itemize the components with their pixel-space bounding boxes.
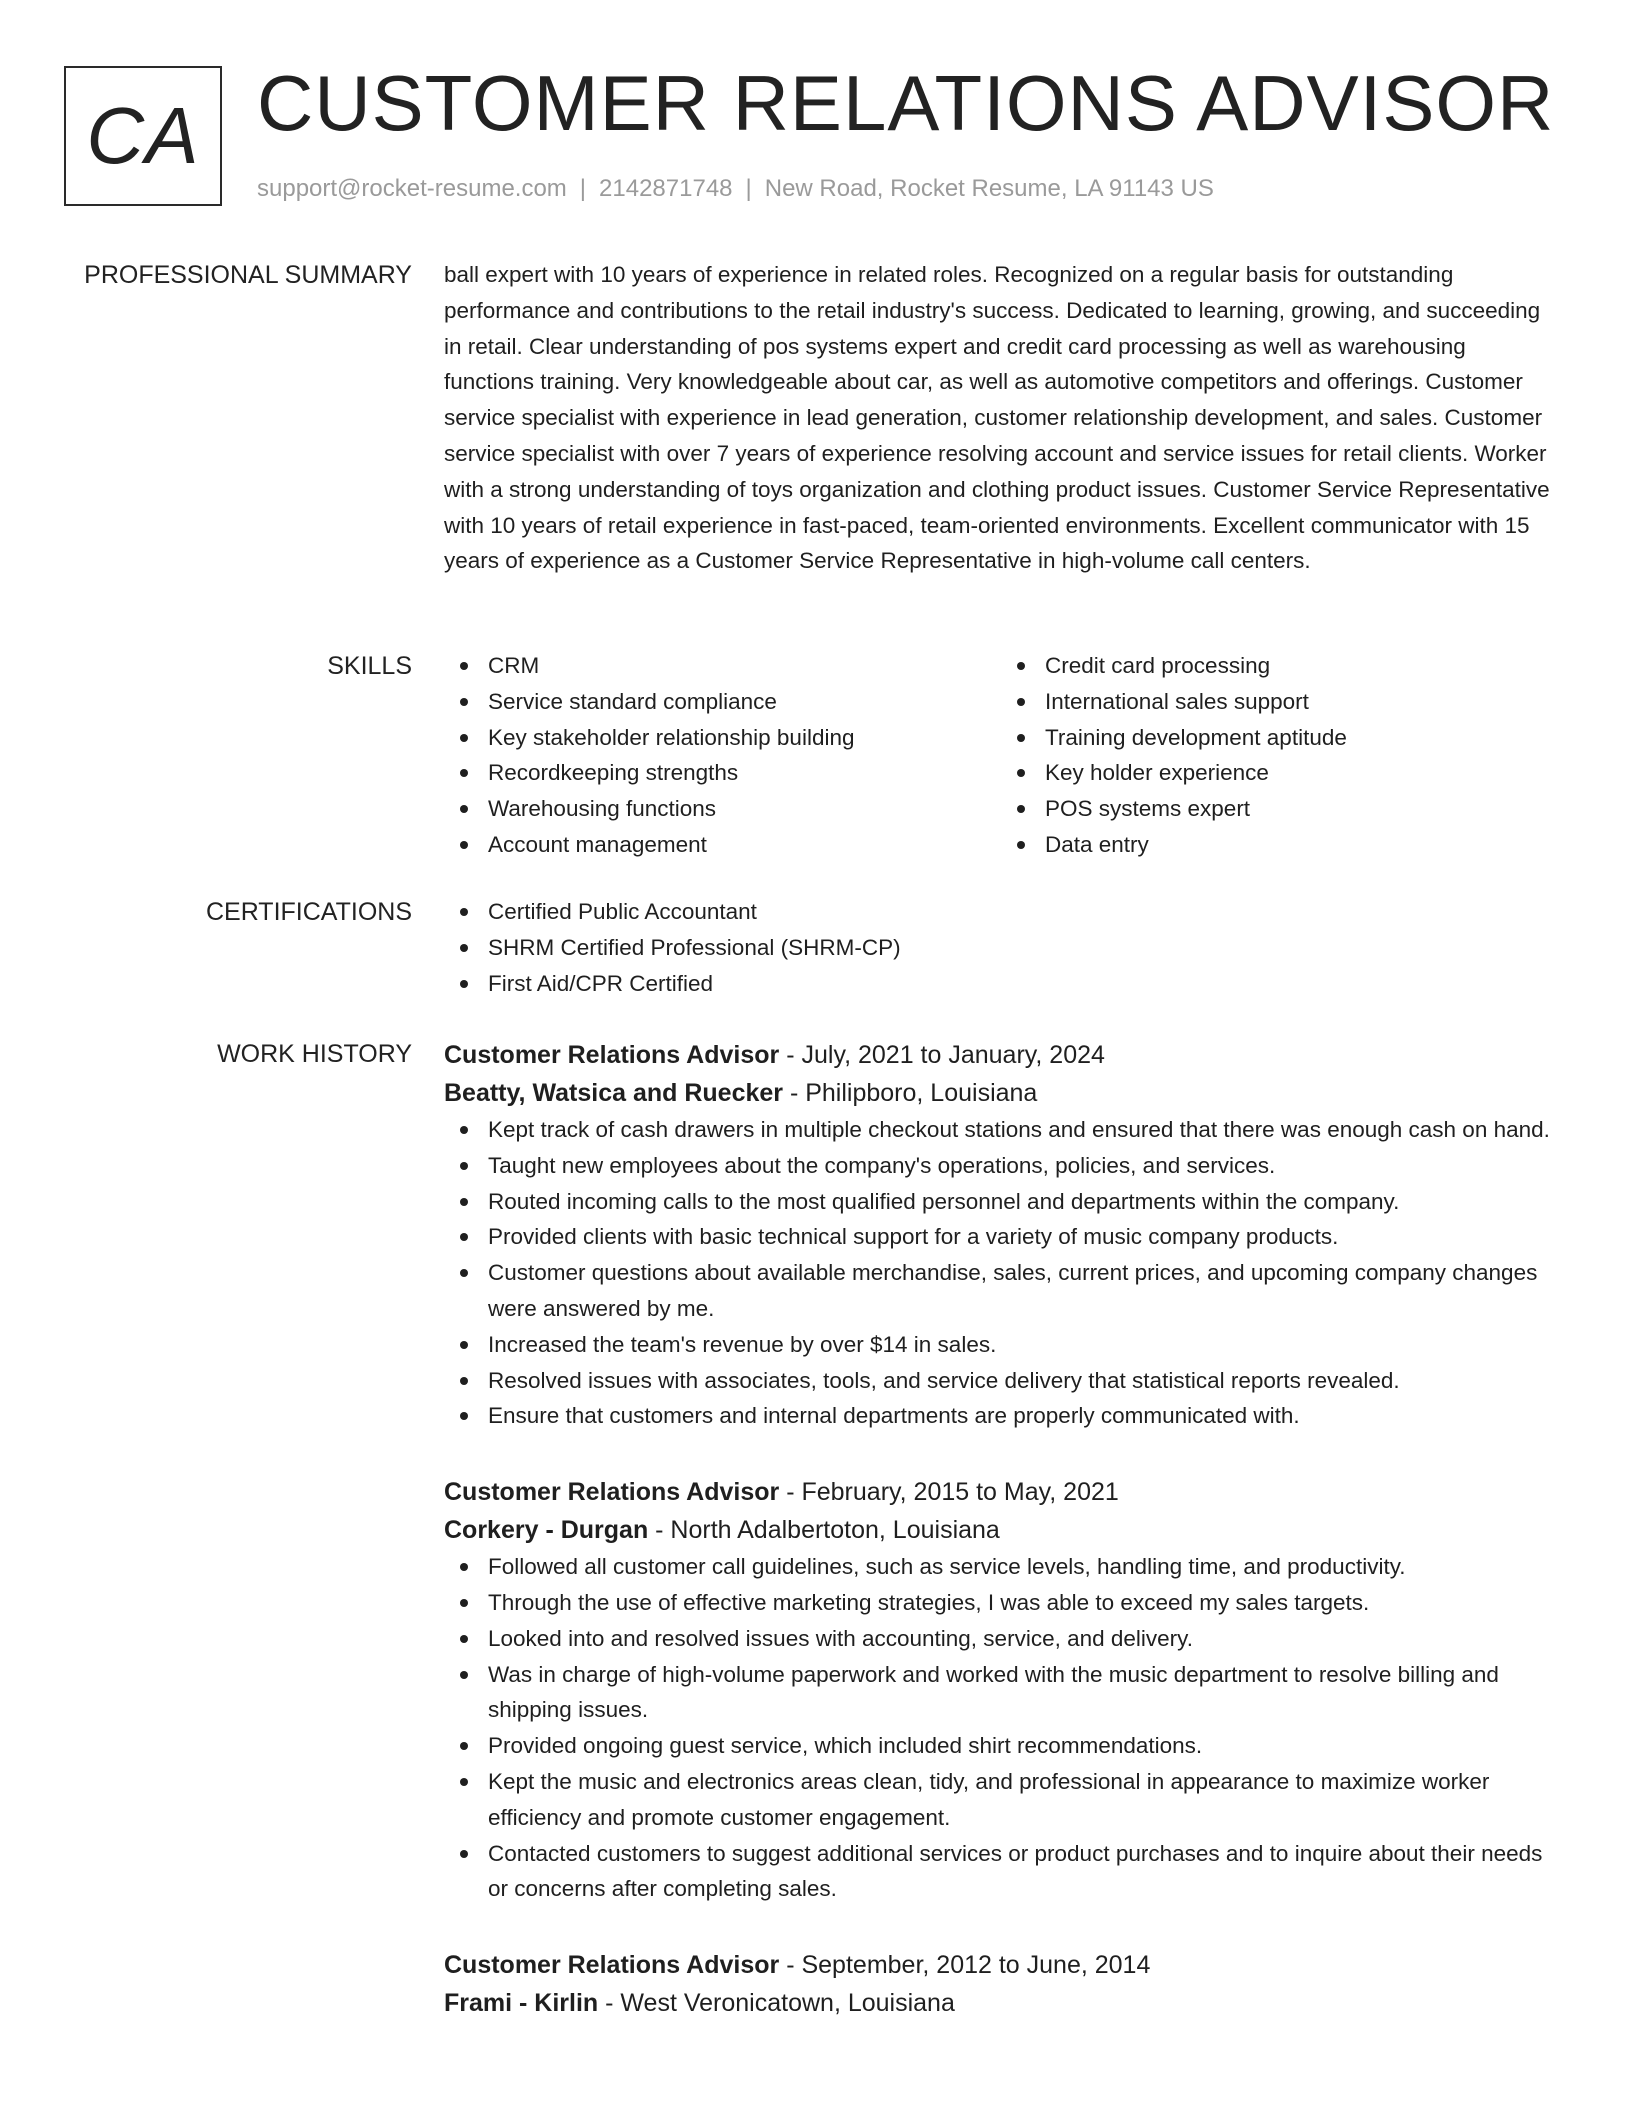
contact-separator: |	[745, 175, 752, 202]
job-dates: - September, 2012 to June, 2014	[779, 1951, 1151, 1980]
certifications-label: CERTIFICATIONS	[205, 898, 412, 926]
contact-address: New Road, Rocket Resume, LA 91143 US	[764, 175, 1214, 202]
certification-item: SHRM Certified Professional (SHRM-CP)	[488, 930, 1558, 966]
skill-item: Credit card processing	[1045, 648, 1558, 684]
job-entry	[444, 1036, 1558, 1434]
job-company-line	[444, 1511, 1558, 1549]
work-history-body	[444, 1036, 1558, 2061]
skill-item: Data entry	[1045, 827, 1558, 863]
job-company-line	[444, 1074, 1558, 1112]
job-title: Customer Relations Advisor	[444, 1951, 780, 1980]
skill-item: Recordkeeping strengths	[488, 755, 1001, 791]
job-bullet: Provided clients with basic technical support for a variety of music company products.	[488, 1219, 1558, 1255]
skill-item: Key stakeholder relationship building	[488, 720, 1001, 756]
job-bullet: Through the use of effective marketing strategies, I was able to exceed my sales targets.	[488, 1585, 1558, 1621]
job-bullet: Contacted customers to suggest additional services or product purchases and to inquire about their needs or concerns after completing sales.	[488, 1836, 1558, 1908]
job-bullet: Was in charge of high-volume paperwork and worked with the music department to resolve billing and shipping issues.	[488, 1657, 1558, 1729]
job-bullet: Customer questions about available merchandise, sales, current prices, and upcoming company changes were answered by me.	[488, 1255, 1558, 1327]
job-bullet: Taught new employees about the company's operations, policies, and services.	[488, 1148, 1558, 1184]
job-bullet: Looked into and resolved issues with accounting, service, and delivery.	[488, 1621, 1558, 1657]
skill-item: POS systems expert	[1045, 791, 1558, 827]
certifications-body	[444, 894, 1558, 1001]
job-location: - North Adalbertoton, Louisiana	[648, 1516, 1000, 1545]
job-entry	[444, 1946, 1558, 2022]
summary-label: PROFESSIONAL SUMMARY	[84, 261, 412, 289]
skill-item: Service standard compliance	[488, 684, 1001, 720]
job-location: - West Veronicatown, Louisiana	[598, 1989, 955, 2018]
contact-separator: |	[579, 175, 587, 202]
skills-list-left	[444, 648, 1001, 863]
skill-item: Training development aptitude	[1045, 720, 1558, 756]
job-bullet: Resolved issues with associates, tools, and service delivery that statistical reports revealed.	[488, 1363, 1558, 1399]
contact-line	[257, 172, 1214, 206]
job-title-line	[444, 1473, 1558, 1511]
job-title-line	[444, 1946, 1558, 1984]
job-location: - Philipboro, Louisiana	[783, 1079, 1038, 1107]
job-dates: - February, 2015 to May, 2021	[779, 1478, 1119, 1507]
skill-item: International sales support	[1045, 684, 1558, 720]
skill-item: Key holder experience	[1045, 755, 1558, 791]
skill-item: CRM	[488, 648, 1001, 684]
certification-item: First Aid/CPR Certified	[488, 966, 1558, 1002]
job-bullet: Kept the music and electronics areas clean, tidy, and professional in appearance to maximize worker efficiency and promote customer engagement.	[488, 1764, 1558, 1836]
job-title: Customer Relations Advisor	[444, 1041, 780, 1069]
job-bullet: Increased the team's revenue by over $14 in sales.	[488, 1327, 1558, 1363]
job-dates: - July, 2021 to January, 2024	[779, 1041, 1105, 1069]
job-bullet: Routed incoming calls to the most qualified personnel and departments within the company.	[488, 1184, 1558, 1220]
job-entry	[444, 1473, 1558, 1907]
summary-body	[444, 257, 1558, 579]
job-bullet: Kept track of cash drawers in multiple checkout stations and ensured that there was enough cash on hand.	[488, 1112, 1558, 1148]
skills-body	[444, 648, 1558, 863]
summary-text: ball expert with 10 years of experience in related roles. Recognized on a regular basis for outstanding performance and contributions to the retail industry's success. Dedicated to learning, growing, and succeeding in retail. Clear understanding of pos systems expert and credit card processing as well as warehousing functions training. Very knowledgeable about car, as well as automotive competitors and offerings. Customer service specialist with experience in lead generation, customer relationship development, and sales. Customer service specialist with over 7 years of experience resolving account and service issues for retail clients. Worker with a strong understanding of toys organization and clothing product issues. Customer Service Representative with 10 years of retail experience in fast-paced, team-oriented environments. Excellent communicator with 15 years of experience as a Customer Service Representative in high-volume call centers.	[444, 262, 1550, 574]
skills-list-right	[1001, 648, 1558, 863]
resume-name-title: CUSTOMER RELATIONS ADVISOR	[257, 59, 1555, 147]
job-bullet: Followed all customer call guidelines, such as service levels, handling time, and productivity.	[488, 1549, 1558, 1585]
certifications-list	[444, 894, 1558, 1001]
initials-text: CA	[86, 91, 200, 180]
job-company-line	[444, 1984, 1558, 2022]
job-title: Customer Relations Advisor	[444, 1478, 780, 1507]
job-company: Beatty, Watsica and Ruecker	[444, 1079, 784, 1107]
skills-label: SKILLS	[327, 652, 412, 680]
job-bullet: Ensure that customers and internal departments are properly communicated with.	[488, 1398, 1558, 1434]
contact-phone: 2142871748	[599, 175, 733, 202]
job-company: Frami - Kirlin	[444, 1989, 599, 2018]
contact-email: support@rocket-resume.com	[257, 175, 567, 202]
skills-columns	[444, 648, 1558, 863]
initials-monogram	[64, 66, 222, 206]
job-bullet: Provided ongoing guest service, which included shirt recommendations.	[488, 1728, 1558, 1764]
certification-item: Certified Public Accountant	[488, 894, 1558, 930]
skill-item: Account management	[488, 827, 1001, 863]
work-history-label: WORK HISTORY	[217, 1040, 412, 1068]
job-company: Corkery - Durgan	[444, 1516, 649, 1545]
job-bullets	[444, 1549, 1558, 1907]
job-bullets	[444, 1112, 1558, 1434]
job-title-line	[444, 1036, 1558, 1074]
skill-item: Warehousing functions	[488, 791, 1001, 827]
